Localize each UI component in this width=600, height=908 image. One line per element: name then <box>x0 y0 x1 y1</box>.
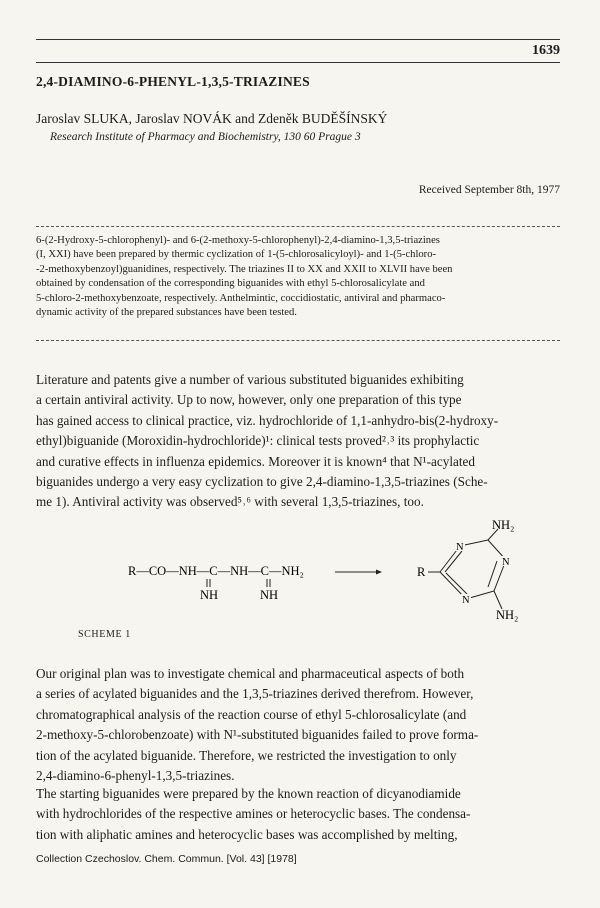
text-line: a series of acylated biguanides and the 1,3,5-triazines derived therefrom. However, <box>36 686 474 702</box>
text-line: 2-methoxy-5-chlorobenzoate) with N¹-substituted biguanides failed to prove forma- <box>36 727 479 743</box>
arrowhead-icon <box>376 570 382 575</box>
text-line: with hydrochlorides of the respective amines or heterocyclic bases. The condensa- <box>36 806 471 822</box>
text-line: tion with aliphatic amines and heterocyclic bases was accomplished by melting, <box>36 826 458 842</box>
ring-nitrogen: N <box>462 595 470 606</box>
received-date: Received September 8th, 1977 <box>418 184 560 196</box>
amino-group-top: NH₂ <box>492 518 515 532</box>
paragraph-methods <box>36 784 559 845</box>
text-line: a certain antiviral activity. Up to now, however, only one preparation of this type <box>36 392 462 408</box>
authors: Jaroslav SLUKA, Jaroslav NOVÁK and Zdeněk BUDĚŠÍNSKÝ <box>36 111 388 126</box>
imine-right: NH <box>260 588 279 602</box>
text-line: and curative effects in influenza epidemics. Moreover it is known⁴ that N¹-acylated <box>36 453 475 469</box>
text-line: Literature and patents give a number of various substituted biguanides exhibiting <box>36 372 464 387</box>
ring-nitrogen: N <box>502 557 510 568</box>
paragraph-intro <box>36 370 559 513</box>
journal-footer: Collection Czechoslov. Chem. Commun. [Vol. 43] [1978] <box>36 853 297 865</box>
page-number: 1639 <box>532 43 560 58</box>
article-title: 2,4-DIAMINO-6-PHENYL-1,3,5-TRIAZINES <box>36 74 310 89</box>
text-line: me 1). Antiviral activity was observed⁵˒⁶ with several 1,3,5-triazines, too. <box>36 494 424 510</box>
text-line: ethyl)biguanide (Moroxidin-hydrochloride)¹: clinical tests proved²˒³ its prophylactic <box>36 433 480 449</box>
paragraph-plan <box>36 664 559 786</box>
acyl-biguanide-formula: R—CO—NH—C—NH—C—NH₂ <box>128 564 304 578</box>
amino-group-bottom: NH₂ <box>496 608 519 622</box>
abstract-line: -2-methoxybenzoyl)guanidines, respectively. The triazines II to XX and XXII to XLVII have been <box>36 263 453 275</box>
abstract-line: dynamic activity of the prepared substances have been tested. <box>36 307 297 319</box>
abstract-line: 5-chloro-2-methoxybenzoate, respectively. Anthelmintic, coccidiostatic, antiviral and pharmaco- <box>36 292 446 304</box>
text-line: 2,4-diamino-6-phenyl-1,3,5-triazines. <box>36 768 235 784</box>
abstract <box>36 234 559 320</box>
abstract-line: (I, XXI) have been prepared by thermic cyclization of 1-(5-chlorosalicyloyl)- and 1-(5-chloro- <box>36 249 437 261</box>
abstract-bottom-rule <box>36 340 560 341</box>
text-line: biguanides undergo a very easy cyclization to give 2,4-diamino-1,3,5-triazines (Sche- <box>36 474 488 490</box>
text-line: chromatographical analysis of the reaction course of ethyl 5-chlorosalicylate (and <box>36 706 467 722</box>
r-group: R <box>417 565 426 579</box>
triazine-ring <box>440 529 506 609</box>
text-line: The starting biguanides were prepared by the known reaction of dicyanodiamide <box>36 786 461 801</box>
header-rule <box>36 39 560 40</box>
text-line: Our original plan was to investigate chemical and pharmaceutical aspects of both <box>36 666 465 681</box>
affiliation: Research Institute of Pharmacy and Biochemistry, 130 60 Prague 3 <box>50 131 361 143</box>
abstract-line: obtained by condensation of the corresponding biguanides with ethyl 5-chlorosalicylate and <box>36 278 425 290</box>
abstract-top-rule <box>36 226 560 227</box>
text-line: tion of the acylated biguanide. Therefore, we restricted the investigation to only <box>36 747 457 763</box>
imine-left: NH <box>200 588 219 602</box>
reaction-scheme <box>36 515 566 625</box>
ring-nitrogen: N <box>456 542 464 553</box>
title-rule <box>36 62 560 63</box>
abstract-line: 6-(2-Hydroxy-5-chlorophenyl)- and 6-(2-methoxy-5-chlorophenyl)-2,4-diamino-1,3,5-triazines <box>36 235 440 246</box>
scheme-caption: SCHEME 1 <box>78 629 131 640</box>
text-line: has gained access to clinical practice, viz. hydrochloride of 1,1-anhydro-bis(2-hydroxy- <box>36 412 499 428</box>
